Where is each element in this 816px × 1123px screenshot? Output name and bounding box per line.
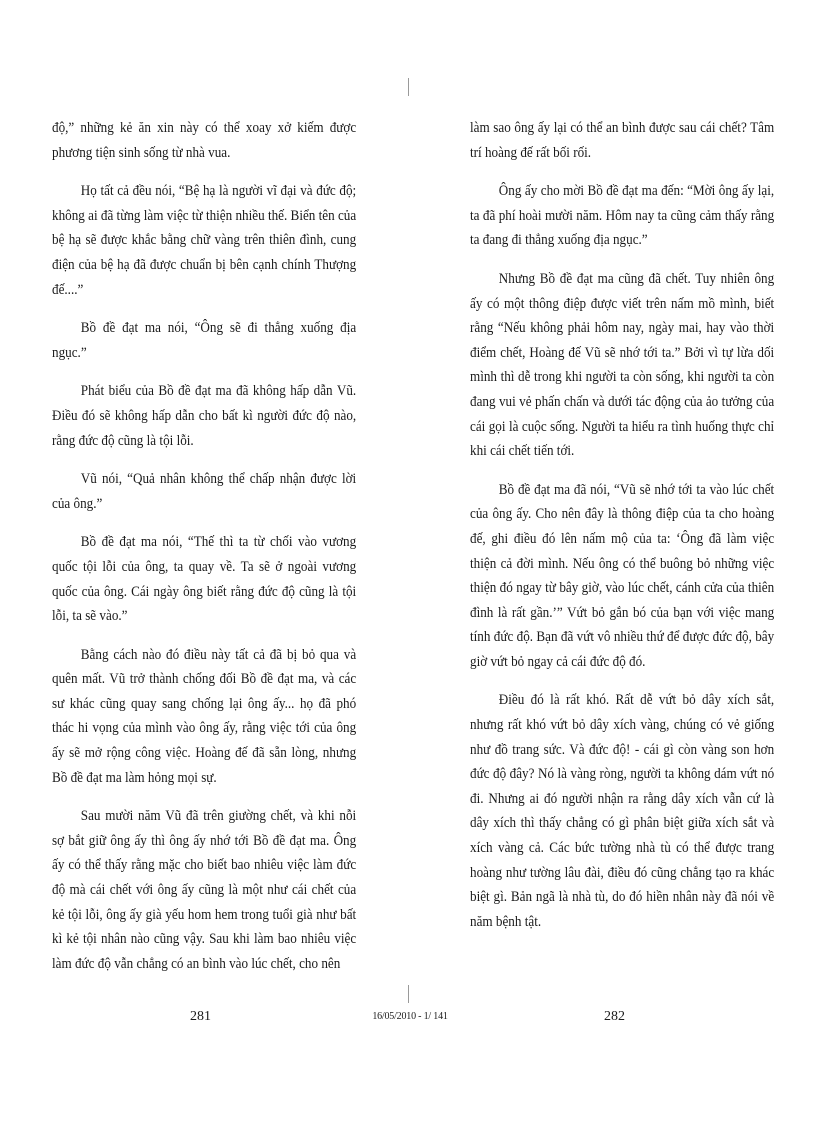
center-fold-mark-top (408, 78, 409, 96)
print-date-stamp: 16/05/2010 - 1/ 141 (372, 1011, 448, 1022)
paragraph: Bồ đề đạt ma đã nói, “Vũ sẽ nhớ tới ta vào lúc chết của ông ấy. Cho nên đây là thông điệp của ta cho hoàng đế, ghi điều đó lên nấm mộ của ta: ‘Ông đã làm việc thiện cả đời mình. Nếu ông có thể buông bỏ những việc thiện đó ngay từ bây giờ, vào lúc chết, cánh cửa của thiên đình là rất gần.’” Vứt bỏ gắn bó của bạn với việc mang tính đức độ. Bạn đã vứt vô nhiều thứ để được đức độ, bây giờ vứt bỏ ngay cả cái đức độ đó. (470, 481, 775, 670)
paragraph: Phát biểu của Bồ đề đạt ma đã không hấp dẫn Vũ. Điều đó sẽ không hấp dẫn cho bất kì người đức độ nào, rằng đức độ cũng là tội lỗi. (52, 383, 357, 449)
paragraph: Sau mười năm Vũ đã trên giường chết, và khi nỗi sợ bắt giữ ông ấy thì ông ấy nhớ tới Bồ đề đạt ma. Ông ấy có thể thấy rằng mặc cho biết bao nhiêu việc làm đức độ mà cái chết với ông ấy cũng là một như cái chết của kẻ tội lỗi, ông ấy già yếu hom hem trong tuổi già như bất kì kẻ tội nhân nào cũng vậy. Sau khi làm bao nhiêu việc làm đức độ vẫn chẳng có an bình vào lúc chết, cho nên (52, 808, 357, 972)
right-page-text (470, 116, 774, 948)
paragraph: Nhưng Bồ đề đạt ma cũng đã chết. Tuy nhiên ông ấy có một thông điệp được viết trên nấm mồ mình, biết rằng “Nếu không phải hôm nay, ngày mai, hay vào thời điểm chết, Hoàng đế Vũ sẽ nhớ tới ta.” Bởi vì tự lừa dối mình thì dễ trong khi người ta còn sống, khi người ta còn đang vui vẻ phấn chấn và dưới tác động của ảo tưởng của cái gọi là cuộc sống. Người ta hiểu ra tình huống thực chỉ khi cái chết tiến tới. (470, 270, 775, 460)
paragraph: Vũ nói, “Quả nhân không thể chấp nhận được lời của ông.” (52, 471, 357, 512)
paragraph: Họ tất cả đều nói, “Bệ hạ là người vĩ đại và đức độ; không ai đã từng làm việc từ thiện nhiều thế. Biển tên của bệ hạ sẽ được khắc bằng chữ vàng trên thiên đình, cung điện của bệ hạ đã được chuẩn bị bên cạnh chính Thượng đế....” (52, 183, 357, 298)
paragraph: Bồ đề đạt ma nói, “Ông sẽ đi thẳng xuống địa ngục.” (52, 320, 357, 361)
paragraph: Điều đó là rất khó. Rất dễ vứt bỏ dây xích sắt, nhưng rất khó vứt bỏ dây xích vàng, chúng có vẻ giống như đồ trang sức. Và đức độ! - cái gì còn vàng son hơn đức độ đây? Nó là vàng ròng, người ta không dám vứt nó đi. Nhưng ai đó người nhận ra rằng dây xích vẫn cứ là dây xích thì thấy chẳng có gì phân biệt giữa xích sắt và xích vàng cả. Các bức tường nhà tù có thể được trang hoàng như tường lâu đài, điều đó cũng chẳng tạo ra khác biệt gì. Bản ngã là nhà tù, do đó hiền nhân này đã nói về năm bệnh tật. (470, 692, 775, 930)
left-page-number: 281 (190, 1009, 211, 1024)
paragraph: độ,” những kẻ ăn xin này có thể xoay xở kiếm được phương tiện sinh sống từ nhà vua. (52, 120, 357, 161)
left-page-text (52, 116, 356, 990)
paragraph: Bằng cách nào đó điều này tất cả đã bị bỏ qua và quên mất. Vũ trở thành chống đối Bồ đề đạt ma, và các sư khác cũng quay sang chống lại ông ấy... họ đã phó thác hi vọng của mình vào ông ấy, rằng việc tới của ông ấy sẽ mở rộng công việc. Hoàng đế đã sẵn lòng, nhưng Bồ đề đạt ma làm hỏng mọi sự. (52, 646, 357, 786)
paragraph: Bồ đề đạt ma nói, “Thế thì ta từ chối vào vương quốc tội lỗi của ông, ta quay về. Ta sẽ ở ngoài vương quốc của ông. Cái ngày ông biết rằng đức độ cũng là tội lỗi, ta sẽ vào.” (52, 534, 357, 625)
paragraph: Ông ấy cho mời Bồ đề đạt ma đến: “Mời ông ấy lại, ta đã phí hoài mười năm. Hôm nay ta cũng cảm thấy rằng ta đang đi thẳng xuống địa ngục.” (470, 183, 775, 249)
paragraph: làm sao ông ấy lại có thể an bình được sau cái chết? Tâm trí hoàng đế rất bối rối. (470, 120, 775, 161)
center-fold-mark-bottom (408, 985, 409, 1003)
right-page-number: 282 (604, 1009, 625, 1024)
